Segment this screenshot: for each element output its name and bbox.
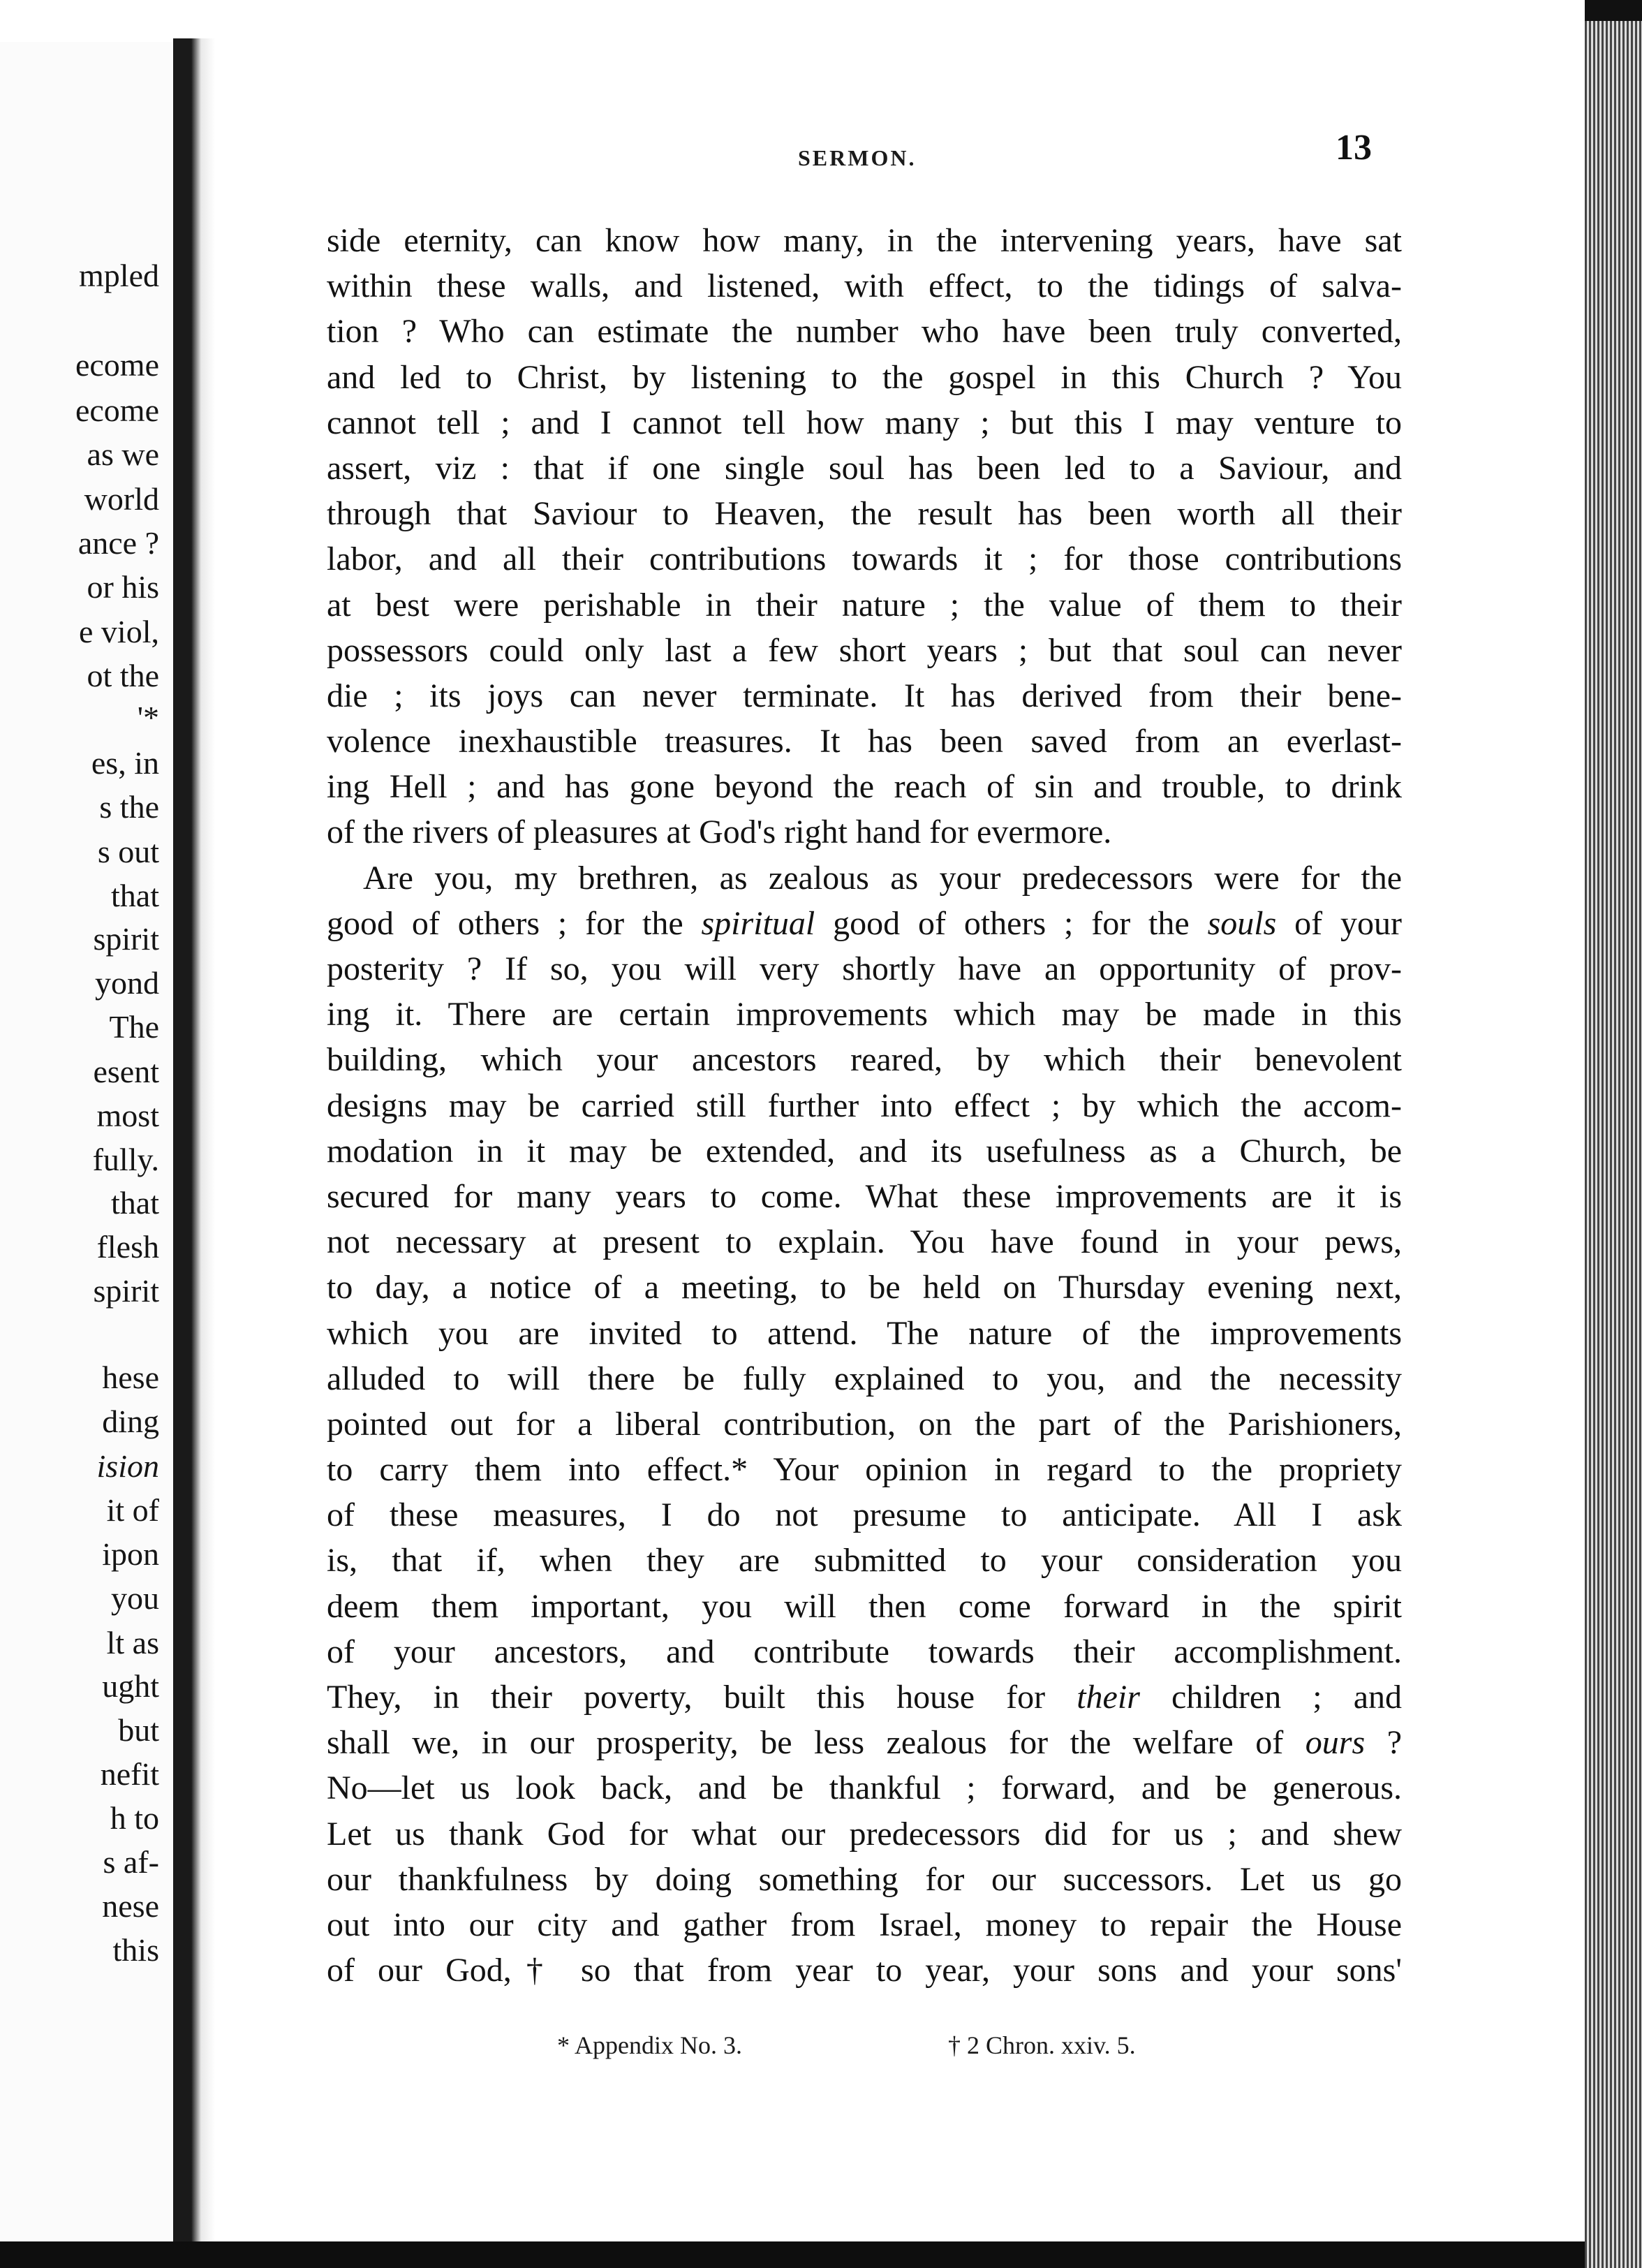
facing-page-fragment: hese (102, 1360, 159, 1395)
facing-page-fragment: it of (106, 1492, 159, 1528)
facing-page-fragment: '* (137, 700, 159, 735)
facing-page-fragment: ot the (87, 658, 159, 693)
text-line: of the rivers of pleasures at God's right hand for evermore. (327, 813, 1112, 851)
facing-page-fragment: that (111, 878, 159, 913)
text-line: within these walls, and listened, with effect, to the tidings of salva- (327, 267, 1402, 305)
text-line: volence inexhaustible treasures. It has been saved from an everlast- (327, 723, 1402, 760)
text-line: through that Saviour to Heaven, the result has been worth all their (327, 495, 1402, 533)
text-line: good of others ; for the spiritual good of others ; for the souls of your (327, 904, 1403, 942)
facing-page-fragment: ipon (102, 1536, 159, 1572)
text-line: posterity ? If so, you will very shortly have an opportunity of prov- (327, 950, 1402, 987)
text-line: side eternity, can know how many, in the intervening years, have sat (327, 222, 1402, 259)
text-line: Let us thank God for what our predecessors did for us ; and shew (327, 1815, 1402, 1853)
body-text (327, 218, 1402, 1993)
facing-page-fragment: ision (96, 1448, 159, 1484)
facing-page-fragment: but (118, 1712, 159, 1748)
facing-page-fragment: ecome (75, 392, 159, 428)
main-page (215, 21, 1585, 2248)
text-line: to carry them into effect.* Your opinion in regard to the propriety (327, 1451, 1402, 1489)
text-line: shall we, in our prosperity, be less zealous for the welfare of ours ? (327, 1724, 1402, 1762)
facing-page-fragment: spirit (93, 1273, 159, 1309)
facing-page-fragment: this (112, 1932, 159, 1968)
text-line: ing Hell ; and has gone beyond the reach of sin and trouble, to drink (327, 768, 1402, 806)
text-line: building, which your ancestors reared, by which their benevolent (327, 1041, 1402, 1079)
text-line: secured for many years to come. What these improvements are it is (327, 1177, 1402, 1215)
facing-page-fragment: world (84, 481, 159, 517)
book-page-edges (1585, 21, 1642, 2268)
facing-page-fragment: flesh (96, 1229, 159, 1265)
text-line: which you are invited to attend. The nature of the improvements (327, 1314, 1402, 1352)
text-line: out into our city and gather from Israel, money to repair the House (327, 1906, 1402, 1943)
text-line: to day, a notice of a meeting, to be held on Thursday evening next, (327, 1269, 1402, 1306)
facing-page-fragment: ding (102, 1404, 159, 1439)
book-gutter (173, 38, 215, 2248)
bottom-edge-shadow (0, 2241, 1585, 2268)
facing-page-fragment: or his (87, 569, 159, 605)
facing-page-fragment: that (111, 1185, 159, 1221)
text-line: and led to Christ, by listening to the gospel in this Church ? You (327, 358, 1402, 396)
facing-page-fragment: The (109, 1009, 159, 1045)
facing-page-strip (0, 42, 175, 2241)
text-line: tion ? Who can estimate the number who have been truly converted, (327, 313, 1402, 351)
facing-page-fragment: most (96, 1098, 159, 1133)
facing-page-fragment: yond (95, 965, 159, 1001)
facing-page-fragment: you (111, 1580, 159, 1616)
footnote-appendix: * Appendix No. 3. (557, 2031, 742, 2059)
text-line: is, that if, when they are submitted to your consideration you (327, 1542, 1402, 1580)
facing-page-fragment: ance ? (77, 525, 159, 561)
facing-page-fragment: esent (93, 1054, 159, 1089)
text-line: of your ancestors, and contribute towards their accomplishment. (327, 1633, 1402, 1670)
text-line: our thankfulness by doing something for our successors. Let us go (327, 1860, 1402, 1898)
text-line: designs may be carried still further into effect ; by which the accom- (327, 1087, 1402, 1124)
facing-page-fragment: s out (97, 834, 159, 869)
text-line: ing it. There are certain improvements which may be made in this (327, 996, 1402, 1033)
text-line: No—let us look back, and be thankful ; forward, and be generous. (327, 1769, 1402, 1807)
text-line: modation in it may be extended, and its usefulness as a Church, be (327, 1132, 1402, 1170)
text-line: possessors could only last a few short years ; but that soul can never (327, 631, 1402, 669)
text-line: pointed out for a liberal contribution, on the part of the Parishioners, (327, 1405, 1402, 1443)
facing-page-fragment: e viol, (79, 614, 159, 649)
text-line: Are you, my brethren, as zealous as your predecessors were for the (363, 859, 1402, 897)
facing-page-fragment: s the (99, 789, 159, 825)
text-line: deem them important, you will then come forward in the spirit (327, 1587, 1402, 1625)
text-line: of these measures, I do not presume to anticipate. All I ask (327, 1496, 1402, 1534)
facing-page-fragment: nese (102, 1888, 159, 1924)
facing-page-fragment: fully. (92, 1142, 159, 1177)
text-line: alluded to will there be fully explained to you, and the necessity (327, 1360, 1402, 1397)
facing-page-fragment: es, in (91, 745, 159, 781)
facing-page-fragment: as we (87, 436, 159, 472)
footnotes (557, 2031, 1325, 2072)
text-line: assert, viz : that if one single soul has been led to a Saviour, and (327, 449, 1402, 487)
facing-page-fragment: mpled (79, 258, 159, 293)
facing-page-fragment: ught (102, 1668, 159, 1704)
text-line: at best were perishable in their nature ; the value of them to their (327, 586, 1402, 624)
text-line: cannot tell ; and I cannot tell how many ; but this I may venture to (327, 404, 1402, 441)
facing-page-fragment: lt as (106, 1625, 159, 1660)
page-number: 13 (1336, 128, 1372, 168)
facing-page-fragment: h to (110, 1800, 159, 1836)
text-line: They, in their poverty, built this house for their children ; and (327, 1679, 1403, 1716)
text-line: labor, and all their contributions towards it ; for those contributions (327, 540, 1402, 578)
text-line: die ; its joys can never terminate. It has derived from their bene- (327, 677, 1402, 714)
facing-page-fragment: spirit (93, 921, 159, 957)
running-head: SERMON. (798, 145, 917, 170)
facing-page-fragment: nefit (100, 1756, 159, 1792)
footnote-chronicles: † 2 Chron. xxiv. 5. (948, 2031, 1136, 2059)
facing-page-fragment: ecome (75, 347, 159, 383)
facing-page-fragment: s af- (103, 1844, 159, 1880)
text-line: not necessary at present to explain. You have found in your pews, (327, 1223, 1402, 1261)
text-line: of our God,† so that from year to year, your sons and your sons' (327, 1952, 1402, 1989)
